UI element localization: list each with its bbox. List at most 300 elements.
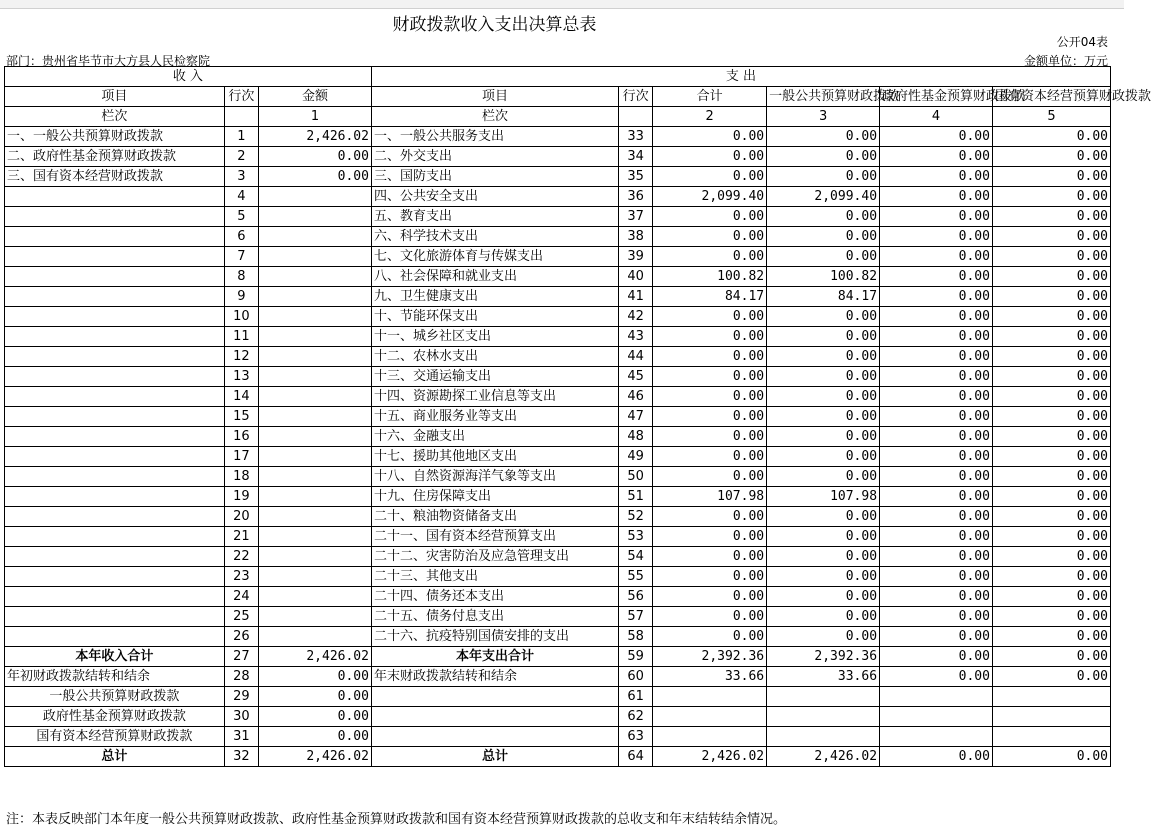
- income-rowno-cell: 13: [224, 367, 258, 387]
- income-rowno-cell: 5: [224, 207, 258, 227]
- income-item-cell: [5, 467, 225, 487]
- expense-state-cell: 0.00: [992, 467, 1110, 487]
- expense-general-cell: 84.17: [767, 287, 880, 307]
- expense-rowno-cell: 39: [618, 247, 652, 267]
- expense-item-cell: 十八、自然资源海洋气象等支出: [371, 467, 618, 487]
- table-row: [5, 607, 1111, 627]
- grand-income-label: 总计: [5, 747, 225, 767]
- expense-item-cell: 二十、粮油物资储备支出: [371, 507, 618, 527]
- expense-fund-cell: 0.00: [880, 387, 993, 407]
- expense-item-cell: 十一、城乡社区支出: [371, 327, 618, 347]
- expense-fund-cell: 0.00: [880, 167, 993, 187]
- table-row: [5, 567, 1111, 587]
- table-row: [5, 507, 1111, 527]
- income-rowno-cell: 6: [224, 227, 258, 247]
- income-amount-cell: [259, 387, 372, 407]
- blank-cell: [880, 687, 993, 707]
- income-rowno-cell: 2: [224, 147, 258, 167]
- expense-item-cell: 二十三、其他支出: [371, 567, 618, 587]
- expense-rowno-cell: 48: [618, 427, 652, 447]
- expense-fund-cell: 0.00: [880, 427, 993, 447]
- expense-fund-cell: 0.00: [880, 287, 993, 307]
- income-item-cell: [5, 487, 225, 507]
- expense-state-cell: 0.00: [992, 587, 1110, 607]
- expense-item-cell: 十、节能环保支出: [371, 307, 618, 327]
- table-row: [5, 147, 1111, 167]
- blank-cell: [653, 687, 767, 707]
- carry-expense-label: 年末财政拨款结转和结余: [371, 667, 618, 687]
- income-amount-cell: [259, 627, 372, 647]
- expense-total-cell: 0.00: [653, 247, 767, 267]
- expense-fund-cell: 0.00: [880, 367, 993, 387]
- expense-state-cell: 0.00: [992, 127, 1110, 147]
- sub-rowno: 29: [224, 687, 258, 707]
- income-rowno-cell: 21: [224, 527, 258, 547]
- expense-general-cell: 0.00: [767, 527, 880, 547]
- expense-row-header: 行次: [618, 87, 652, 107]
- blank-cell: [767, 687, 880, 707]
- expense-total-state: 0.00: [992, 647, 1110, 667]
- expense-total-cell: 0.00: [653, 167, 767, 187]
- blank-cell: [767, 727, 880, 747]
- expense-general-cell: 0.00: [767, 607, 880, 627]
- income-item-cell: [5, 327, 225, 347]
- expense-rowno-cell: 47: [618, 407, 652, 427]
- expense-general-cell: 107.98: [767, 487, 880, 507]
- income-amount-cell: [259, 267, 372, 287]
- expense-item-cell: 十二、农林水支出: [371, 347, 618, 367]
- income-amount-cell: [259, 427, 372, 447]
- expense-state-cell: 0.00: [992, 487, 1110, 507]
- sub-expense-rowno: 62: [618, 707, 652, 727]
- carry-expense-general: 33.66: [767, 667, 880, 687]
- expense-item-cell: 十五、商业服务业等支出: [371, 407, 618, 427]
- income-amount-cell: [259, 207, 372, 227]
- expense-total-cell: 0.00: [653, 367, 767, 387]
- expense-fund-cell: 0.00: [880, 607, 993, 627]
- expense-state-cell: 0.00: [992, 307, 1110, 327]
- income-rowno-cell: 1: [224, 127, 258, 147]
- expense-rowno-cell: 56: [618, 587, 652, 607]
- income-amount-cell: [259, 587, 372, 607]
- blank-cell: [653, 707, 767, 727]
- table-row: [5, 587, 1111, 607]
- income-rowno-cell: 17: [224, 447, 258, 467]
- expense-rowno-cell: 51: [618, 487, 652, 507]
- expense-rowno-cell: 44: [618, 347, 652, 367]
- expense-general-cell: 0.00: [767, 167, 880, 187]
- table-row: [5, 247, 1111, 267]
- blank-cell: [653, 727, 767, 747]
- expense-state-cell: 0.00: [992, 607, 1110, 627]
- expense-general-cell: 0.00: [767, 247, 880, 267]
- expense-item-cell: 一、一般公共服务支出: [371, 127, 618, 147]
- expense-fund-cell: 0.00: [880, 487, 993, 507]
- expense-total-cell: 0.00: [653, 407, 767, 427]
- expense-state-cell: 0.00: [992, 187, 1110, 207]
- income-amount-cell: [259, 367, 372, 387]
- col-number-4: 4: [880, 107, 993, 127]
- income-item-cell: [5, 307, 225, 327]
- expense-state-cell: 0.00: [992, 407, 1110, 427]
- expense-fund-cell: 0.00: [880, 307, 993, 327]
- expense-total-cell: 0.00: [653, 447, 767, 467]
- carry-income-label: 年初财政拨款结转和结余: [5, 667, 225, 687]
- expense-item-cell: 五、教育支出: [371, 207, 618, 227]
- income-item-cell: [5, 627, 225, 647]
- table-row: [5, 127, 1111, 147]
- expense-general-cell: 0.00: [767, 467, 880, 487]
- table-row: [5, 427, 1111, 447]
- table-row: [5, 187, 1111, 207]
- sub-expense-rowno: 63: [618, 727, 652, 747]
- expense-general-cell: 0.00: [767, 307, 880, 327]
- table-row: [5, 627, 1111, 647]
- expense-rowno-cell: 52: [618, 507, 652, 527]
- expense-total-label: 本年支出合计: [371, 647, 618, 667]
- budget-table: [4, 66, 1151, 767]
- table-row: [5, 447, 1111, 467]
- expense-item-cell: 三、国防支出: [371, 167, 618, 187]
- income-item-cell: [5, 227, 225, 247]
- expense-item-cell: 十九、住房保障支出: [371, 487, 618, 507]
- income-amount-cell: [259, 507, 372, 527]
- sub-amount: 0.00: [259, 707, 372, 727]
- income-amount-cell: [259, 187, 372, 207]
- expense-total-cell: 100.82: [653, 267, 767, 287]
- grand-expense-label: 总计: [371, 747, 618, 767]
- expense-state-cell: 0.00: [992, 367, 1110, 387]
- expense-general-cell: 0.00: [767, 447, 880, 467]
- expense-item-cell: 九、卫生健康支出: [371, 287, 618, 307]
- expense-state-cell: 0.00: [992, 507, 1110, 527]
- carry-expense-rowno: 60: [618, 667, 652, 687]
- expense-rowno-cell: 34: [618, 147, 652, 167]
- income-item-cell: [5, 207, 225, 227]
- expense-state-cell: 0.00: [992, 267, 1110, 287]
- expense-item-cell: 二十二、灾害防治及应急管理支出: [371, 547, 618, 567]
- income-rowno-cell: 18: [224, 467, 258, 487]
- income-amount-cell: [259, 247, 372, 267]
- expense-item-cell: 四、公共安全支出: [371, 187, 618, 207]
- income-header: 收 入: [5, 67, 372, 87]
- carry-row: [5, 667, 1111, 687]
- income-amount-cell: [259, 407, 372, 427]
- expense-general-cell: 0.00: [767, 327, 880, 347]
- carry-expense-state: 0.00: [992, 667, 1110, 687]
- department-label: 部门：贵州省毕节市大方县人民检察院: [6, 54, 211, 68]
- grand-expense-rowno: 64: [618, 747, 652, 767]
- table-row: [5, 487, 1111, 507]
- sub-expense-blank: [371, 707, 618, 727]
- income-amount-cell: [259, 227, 372, 247]
- expense-total-cell: 0.00: [653, 307, 767, 327]
- sub-amount: 0.00: [259, 727, 372, 747]
- expense-total-cell: 0.00: [653, 127, 767, 147]
- expense-general-cell: 0.00: [767, 627, 880, 647]
- blank-cell: [880, 707, 993, 727]
- form-code: 公开04表: [1056, 35, 1108, 49]
- sub-expense-blank: [371, 727, 618, 747]
- expense-general-cell: 0.00: [767, 207, 880, 227]
- expense-rowno-cell: 38: [618, 227, 652, 247]
- expense-state-cell: 0.00: [992, 287, 1110, 307]
- expense-general-cell: 0.00: [767, 587, 880, 607]
- income-amount-cell: [259, 487, 372, 507]
- expense-total-cell: 0.00: [653, 627, 767, 647]
- expense-total-cell: 0.00: [653, 147, 767, 167]
- income-amount-cell: [259, 547, 372, 567]
- expense-general-cell: 0.00: [767, 507, 880, 527]
- blank-cell: [880, 727, 993, 747]
- spreadsheet-column-header: [0, 0, 1124, 9]
- table-row: [5, 307, 1111, 327]
- grand-expense-state: 0.00: [992, 747, 1110, 767]
- expense-rowno-cell: 45: [618, 367, 652, 387]
- expense-total-rowno: 59: [618, 647, 652, 667]
- income-rowno-cell: 3: [224, 167, 258, 187]
- sub-row: [5, 707, 1111, 727]
- expense-total-cell: 107.98: [653, 487, 767, 507]
- expense-state-cell: 0.00: [992, 247, 1110, 267]
- expense-fund-cell: 0.00: [880, 147, 993, 167]
- table-row: [5, 527, 1111, 547]
- fund-budget-header: 政府性基金预算财政拨款: [880, 87, 993, 107]
- expense-total-cell: 84.17: [653, 287, 767, 307]
- expense-item-cell: 二十一、国有资本经营预算支出: [371, 527, 618, 547]
- expense-state-cell: 0.00: [992, 147, 1110, 167]
- expense-total-cell: 0.00: [653, 427, 767, 447]
- income-col-number: 1: [259, 107, 372, 127]
- expense-fund-cell: 0.00: [880, 587, 993, 607]
- income-item-cell: 三、国有资本经营财政拨款: [5, 167, 225, 187]
- expense-header: 支 出: [371, 67, 1110, 87]
- sub-label: 一般公共预算财政拨款: [5, 687, 225, 707]
- expense-item-cell: 十三、交通运输支出: [371, 367, 618, 387]
- income-amount-cell: 0.00: [259, 167, 372, 187]
- expense-total-fund: 0.00: [880, 647, 993, 667]
- expense-rowno-cell: 43: [618, 327, 652, 347]
- footnote: 注：本表反映部门本年度一般公共预算财政拨款、政府性基金预算财政拨款和国有资本经营预算财政拨款的总收支和年末结转结余情况。: [6, 812, 787, 827]
- table-row: [5, 267, 1111, 287]
- table-row: [5, 347, 1111, 367]
- carry-income-amount: 0.00: [259, 667, 372, 687]
- expense-rowno-cell: 50: [618, 467, 652, 487]
- expense-total-cell: 0.00: [653, 387, 767, 407]
- blank-cell: [992, 687, 1110, 707]
- income-rowno-cell: 20: [224, 507, 258, 527]
- sub-rowno: 31: [224, 727, 258, 747]
- income-total-row: [5, 647, 1111, 667]
- expense-total-cell: 0.00: [653, 207, 767, 227]
- expense-general-cell: 0.00: [767, 427, 880, 447]
- expense-fund-cell: 0.00: [880, 507, 993, 527]
- table-row: [5, 167, 1111, 187]
- table-row: [5, 387, 1111, 407]
- expense-general-cell: 0.00: [767, 147, 880, 167]
- expense-rowno-cell: 53: [618, 527, 652, 547]
- expense-state-cell: 0.00: [992, 447, 1110, 467]
- expense-general-cell: 100.82: [767, 267, 880, 287]
- expense-general-cell: 0.00: [767, 567, 880, 587]
- expense-state-cell: 0.00: [992, 527, 1110, 547]
- income-amount-cell: [259, 327, 372, 347]
- expense-total-cell: 0.00: [653, 467, 767, 487]
- income-item-cell: [5, 407, 225, 427]
- grand-total-row: [5, 747, 1111, 767]
- sub-label: 国有资本经营预算财政拨款: [5, 727, 225, 747]
- expense-general-cell: 0.00: [767, 387, 880, 407]
- expense-fund-cell: 0.00: [880, 627, 993, 647]
- income-rowno-cell: 23: [224, 567, 258, 587]
- table-row: [5, 227, 1111, 247]
- income-amount-cell: [259, 567, 372, 587]
- income-item-cell: [5, 607, 225, 627]
- expense-state-cell: 0.00: [992, 547, 1110, 567]
- income-item-cell: [5, 507, 225, 527]
- income-rowno-cell: 8: [224, 267, 258, 287]
- expense-item-cell: 六、科学技术支出: [371, 227, 618, 247]
- expense-general-cell: 0.00: [767, 127, 880, 147]
- expense-rowno-cell: 33: [618, 127, 652, 147]
- expense-state-cell: 0.00: [992, 207, 1110, 227]
- income-total-label: 本年收入合计: [5, 647, 225, 667]
- carry-income-rowno: 28: [224, 667, 258, 687]
- expense-rowno-cell: 37: [618, 207, 652, 227]
- expense-general-cell: 2,099.40: [767, 187, 880, 207]
- col-number-5: 5: [992, 107, 1110, 127]
- expense-rowno-cell: 36: [618, 187, 652, 207]
- expense-fund-cell: 0.00: [880, 187, 993, 207]
- expense-fund-cell: 0.00: [880, 247, 993, 267]
- expense-fund-cell: 0.00: [880, 347, 993, 367]
- expense-fund-cell: 0.00: [880, 227, 993, 247]
- income-item-cell: [5, 267, 225, 287]
- expense-total-cell: 0.00: [653, 547, 767, 567]
- expense-state-cell: 0.00: [992, 327, 1110, 347]
- expense-total-cell: 2,099.40: [653, 187, 767, 207]
- expense-general-cell: 0.00: [767, 407, 880, 427]
- income-rowno-cell: 9: [224, 287, 258, 307]
- expense-fund-cell: 0.00: [880, 127, 993, 147]
- income-amount-cell: [259, 527, 372, 547]
- income-item-cell: [5, 367, 225, 387]
- expense-rowno-cell: 41: [618, 287, 652, 307]
- expense-rowno-cell: 42: [618, 307, 652, 327]
- expense-rowno-cell: 35: [618, 167, 652, 187]
- expense-state-cell: 0.00: [992, 567, 1110, 587]
- income-item-cell: [5, 527, 225, 547]
- blank-cell: [992, 727, 1110, 747]
- expense-rowno-cell: 57: [618, 607, 652, 627]
- expense-fund-cell: 0.00: [880, 267, 993, 287]
- income-item-cell: [5, 287, 225, 307]
- table-row: [5, 207, 1111, 227]
- sub-row: [5, 687, 1111, 707]
- sub-label: 政府性基金预算财政拨款: [5, 707, 225, 727]
- income-item-cell: [5, 547, 225, 567]
- table-row: [5, 367, 1111, 387]
- expense-item-header: 项目: [371, 87, 618, 107]
- income-amount-cell: [259, 347, 372, 367]
- income-item-cell: [5, 427, 225, 447]
- income-rowno-cell: 7: [224, 247, 258, 267]
- income-amount-cell: 0.00: [259, 147, 372, 167]
- income-item-cell: 二、政府性基金预算财政拨款: [5, 147, 225, 167]
- table-row: [5, 547, 1111, 567]
- expense-fund-cell: 0.00: [880, 327, 993, 347]
- grand-income-rowno: 32: [224, 747, 258, 767]
- expense-rowno-cell: 49: [618, 447, 652, 467]
- expense-fund-cell: 0.00: [880, 447, 993, 467]
- expense-general-cell: 0.00: [767, 227, 880, 247]
- grand-expense-sum: 2,426.02: [653, 747, 767, 767]
- income-rowno-cell: 25: [224, 607, 258, 627]
- sub-expense-blank: [371, 687, 618, 707]
- table-row: [5, 287, 1111, 307]
- income-lanci: 栏次: [5, 107, 225, 127]
- expense-item-cell: 十四、资源勘探工业信息等支出: [371, 387, 618, 407]
- expense-state-cell: 0.00: [992, 347, 1110, 367]
- expense-lanci-blank: [618, 107, 652, 127]
- income-item-cell: [5, 347, 225, 367]
- income-item-header: 项目: [5, 87, 225, 107]
- expense-lanci: 栏次: [371, 107, 618, 127]
- grand-expense-fund: 0.00: [880, 747, 993, 767]
- page-title: 财政拨款收入支出决算总表: [392, 15, 597, 35]
- expense-total-cell: 0.00: [653, 327, 767, 347]
- expense-item-cell: 十六、金融支出: [371, 427, 618, 447]
- sub-expense-rowno: 61: [618, 687, 652, 707]
- income-item-cell: [5, 587, 225, 607]
- table-row: [5, 467, 1111, 487]
- expense-general-cell: 0.00: [767, 347, 880, 367]
- income-rowno-cell: 24: [224, 587, 258, 607]
- expense-total-cell: 0.00: [653, 227, 767, 247]
- income-rowno-cell: 16: [224, 427, 258, 447]
- state-capital-header: 国有资本经营预算财政拨款: [992, 87, 1110, 107]
- income-amount-cell: 2,426.02: [259, 127, 372, 147]
- expense-fund-cell: 0.00: [880, 407, 993, 427]
- expense-state-cell: 0.00: [992, 167, 1110, 187]
- income-item-cell: [5, 247, 225, 267]
- expense-total-sum: 2,392.36: [653, 647, 767, 667]
- income-rowno-cell: 15: [224, 407, 258, 427]
- expense-total-cell: 0.00: [653, 507, 767, 527]
- income-rowno-cell: 10: [224, 307, 258, 327]
- income-lanci-blank: [224, 107, 258, 127]
- income-rowno-cell: 11: [224, 327, 258, 347]
- expense-fund-cell: 0.00: [880, 207, 993, 227]
- col-number-3: 3: [767, 107, 880, 127]
- expense-state-cell: 0.00: [992, 387, 1110, 407]
- income-item-cell: [5, 567, 225, 587]
- income-item-cell: [5, 187, 225, 207]
- income-item-cell: 一、一般公共预算财政拨款: [5, 127, 225, 147]
- expense-rowno-cell: 40: [618, 267, 652, 287]
- expense-total-cell: 0.00: [653, 347, 767, 367]
- expense-total-cell: 0.00: [653, 587, 767, 607]
- expense-state-cell: 0.00: [992, 227, 1110, 247]
- col-number-2: 2: [653, 107, 767, 127]
- total-header: 合计: [653, 87, 767, 107]
- sub-row: [5, 727, 1111, 747]
- carry-expense-sum: 33.66: [653, 667, 767, 687]
- expense-rowno-cell: 58: [618, 627, 652, 647]
- expense-state-cell: 0.00: [992, 627, 1110, 647]
- grand-income-amount: 2,426.02: [259, 747, 372, 767]
- expense-total-cell: 0.00: [653, 607, 767, 627]
